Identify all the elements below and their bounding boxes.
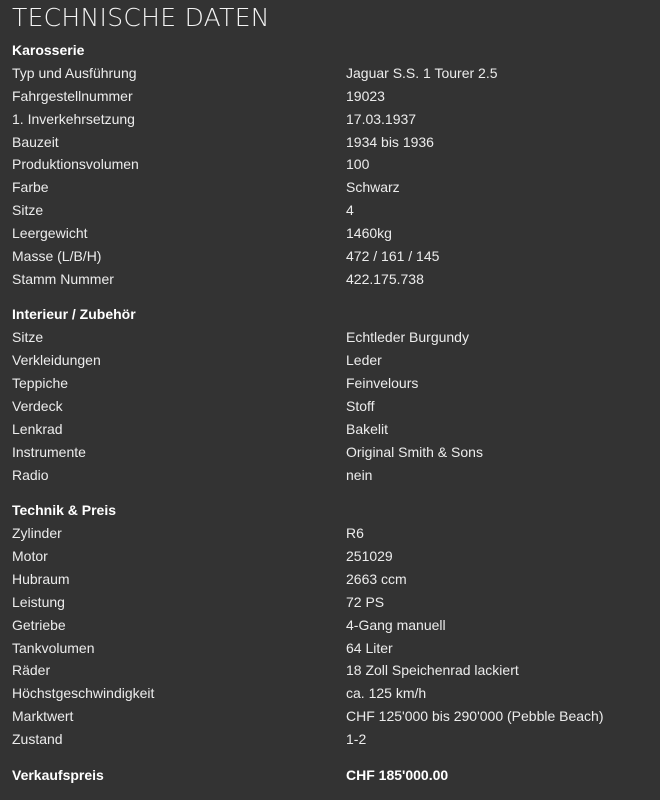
spec-value: Schwarz — [346, 179, 400, 196]
spec-row — [12, 176, 660, 199]
price-label: Verkaufspreis — [12, 766, 104, 783]
section-technik — [12, 499, 660, 750]
spec-value: R6 — [346, 525, 364, 542]
section-spacer — [12, 486, 660, 499]
spec-value: 422.175.738 — [346, 270, 424, 287]
spec-row — [12, 131, 660, 154]
section-interieur — [12, 303, 660, 486]
spec-row — [12, 222, 660, 245]
spec-value: 1-2 — [346, 730, 367, 747]
spec-row — [12, 705, 660, 728]
spec-row — [12, 591, 660, 614]
spec-value: 4 — [346, 202, 354, 219]
spec-row — [12, 659, 660, 682]
spec-row — [12, 372, 660, 395]
spec-label: Räder — [12, 662, 51, 679]
spec-value: Echtleder Burgundy — [346, 329, 469, 346]
spec-row — [12, 85, 660, 108]
spec-label: Verdeck — [12, 397, 63, 414]
spec-row — [12, 682, 660, 705]
spec-value: Stoff — [346, 397, 375, 414]
spec-label: Leistung — [12, 593, 65, 610]
spec-value: Leder — [346, 352, 382, 369]
spec-label: Verkleidungen — [12, 352, 101, 369]
spec-label: Typ und Ausführung — [12, 65, 137, 81]
spec-label: Lenkrad — [12, 420, 63, 437]
spec-value: 251029 — [346, 548, 393, 565]
spec-label: Fahrgestellnummer — [12, 87, 133, 104]
spec-value: 4-Gang manuell — [346, 616, 446, 633]
spec-row — [12, 199, 660, 222]
spec-label: Instrumente — [12, 443, 86, 460]
spec-value: CHF 125'000 bis 290'000 (Pebble Beach) — [346, 708, 604, 725]
spec-row — [12, 62, 660, 85]
page-title: TECHNISCHE DATEN — [12, 3, 270, 32]
spec-value: nein — [346, 466, 373, 483]
spec-label: Zustand — [12, 730, 63, 747]
spec-row — [12, 108, 660, 131]
spec-label: Radio — [12, 466, 49, 483]
spec-row — [12, 614, 660, 637]
spec-row — [12, 545, 660, 568]
spec-value: Jaguar S.S. 1 Tourer 2.5 — [346, 65, 498, 81]
spec-label: Marktwert — [12, 708, 74, 725]
spec-label: Tankvolumen — [12, 639, 95, 656]
spec-row — [12, 418, 660, 441]
section-title: Technik & Preis — [12, 502, 117, 519]
spec-value: 72 PS — [346, 593, 385, 610]
price-value: CHF 185'000.00 — [346, 766, 449, 783]
spec-label: Farbe — [12, 179, 49, 196]
spec-value: ca. 125 km/h — [346, 685, 427, 702]
spec-value: 18 Zoll Speichenrad lackiert — [346, 662, 519, 679]
price-row — [12, 764, 660, 787]
section-karosserie — [12, 39, 660, 290]
spec-row — [12, 441, 660, 464]
spec-value: 19023 — [346, 87, 385, 104]
spec-label: 1. Inverkehrsetzung — [12, 110, 135, 127]
spec-label: Produktionsvolumen — [12, 156, 139, 173]
spec-row — [12, 268, 660, 291]
spec-value: 17.03.1937 — [346, 110, 417, 127]
spec-label: Masse (L/B/H) — [12, 247, 102, 264]
spec-value: Original Smith & Sons — [346, 443, 483, 460]
spec-label: Sitze — [12, 202, 44, 219]
spec-label: Stamm Nummer — [12, 270, 114, 287]
spec-label: Höchstgeschwindigkeit — [12, 685, 155, 702]
section-title: Karosserie — [12, 42, 85, 58]
spec-row — [12, 349, 660, 372]
spec-value: 1460kg — [346, 224, 392, 241]
spec-label: Leergewicht — [12, 224, 88, 241]
spec-label: Motor — [12, 548, 48, 565]
spec-value: 472 / 161 / 145 — [346, 247, 440, 264]
spec-label: Zylinder — [12, 525, 62, 542]
spec-row — [12, 245, 660, 268]
section-spacer — [12, 290, 660, 303]
spec-value: Feinvelours — [346, 375, 419, 392]
spec-row — [12, 153, 660, 176]
spec-row — [12, 568, 660, 591]
section-title: Interieur / Zubehör — [12, 306, 136, 323]
spec-row — [12, 326, 660, 349]
spec-value: 64 Liter — [346, 639, 393, 656]
spec-label: Hubraum — [12, 571, 70, 588]
spec-value: 2663 ccm — [346, 571, 407, 588]
spec-value: 100 — [346, 156, 370, 173]
section-spacer — [12, 751, 660, 764]
spec-label: Teppiche — [12, 375, 69, 392]
spec-label: Getriebe — [12, 616, 66, 633]
spec-row — [12, 522, 660, 545]
spec-label: Sitze — [12, 329, 44, 346]
spec-label: Bauzeit — [12, 133, 59, 150]
spec-row — [12, 728, 660, 751]
spec-row — [12, 395, 660, 418]
spec-row — [12, 464, 660, 487]
spec-row — [12, 637, 660, 660]
spec-value: 1934 bis 1936 — [346, 133, 434, 150]
spec-value: Bakelit — [346, 420, 389, 437]
